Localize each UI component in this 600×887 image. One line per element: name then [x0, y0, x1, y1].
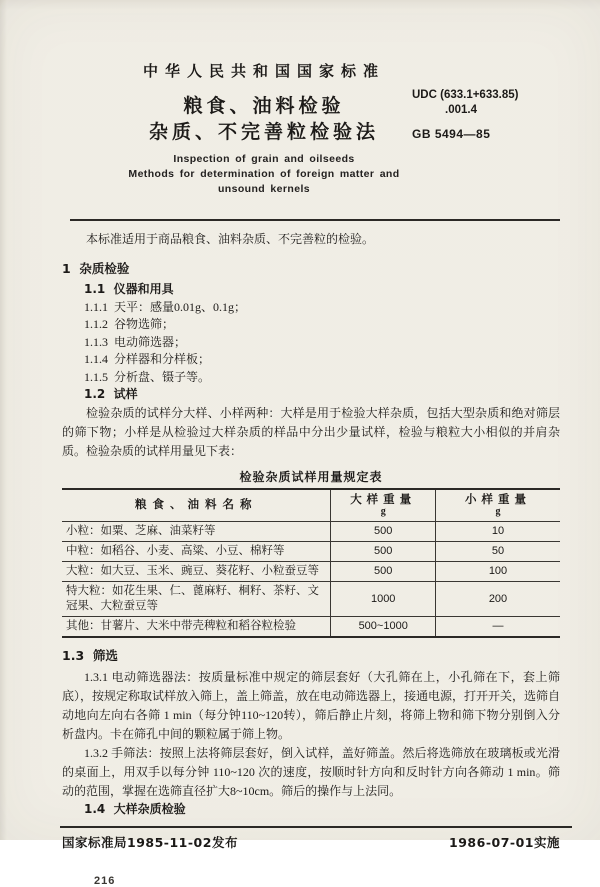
- effective-date: 1986-07-01实施: [449, 835, 560, 850]
- table-row: [62, 581, 560, 616]
- row-small-weight: 200: [435, 581, 560, 616]
- row-large-weight: 500~1000: [331, 616, 436, 637]
- section-1-3-2-paragraph: 1.3.2 手筛法：按照上法将筛层套好，倒入试样，盖好筛盖。然后将选筛放在玻璃板或光滑的桌面上，用双手以每分钟 110~120 次的速度，按顺时针方向和反时针方向各筛动 1 min。筛动的范围，掌握在选筛直径扩大8~10cm。筛后的操作与上法同。: [62, 745, 560, 798]
- table-title: 检验杂质试样用量规定表: [239, 469, 383, 484]
- row-small-weight: 50: [435, 541, 560, 561]
- row-large-weight: 500: [331, 561, 436, 581]
- standard-code: GB 5494—85: [412, 127, 491, 141]
- row-large-weight: 500: [331, 541, 436, 561]
- scope-paragraph: 本标准适用于商品粮食、油料杂质、不完善粒的检验。: [86, 232, 375, 246]
- column-header-small-unit: g: [495, 505, 501, 517]
- section-1-3-1-paragraph: 1.3.1 电动筛选器法：按质量标准中规定的筛层套好（大孔筛在上，小孔筛在下，套上筛底），按规定称取试样放入筛上，盖上筛盖，放在电动筛选器上，接通电源，打开开关，选筛自动地向左向右各筛 1 min（每分钟110~120转），筛后静止片刻，将筛上物和筛下物分别倒入分析盘内。卡在筛孔中间的颗粒属于筛上物。: [62, 669, 561, 741]
- row-small-weight: —: [435, 616, 560, 637]
- document-footer: [62, 833, 560, 851]
- table-row: [62, 616, 560, 637]
- document-header: [62, 60, 466, 197]
- column-header-large-unit: g: [380, 505, 386, 517]
- standard-title-zh: [62, 93, 466, 145]
- title-en-line2: Methods for determination of foreign matter and: [128, 168, 400, 180]
- list-item: 1.1.1 天平：感量0.01g、0.1g；: [84, 299, 247, 314]
- row-large-weight: 1000: [331, 581, 436, 616]
- header-divider: [70, 219, 560, 221]
- title-en-line3: unsound kernels: [217, 183, 310, 195]
- table-row: [62, 561, 560, 581]
- row-name: 其他：甘薯片、大米中带壳稗粒和稻谷粒检验: [66, 619, 296, 632]
- udc-line2: .001.4: [445, 104, 477, 116]
- sample-quantity-table: [62, 488, 560, 638]
- row-name: 特大粒：如花生果、仁、蓖麻籽、桐籽、茶籽、文冠果、大粒蚕豆等: [62, 581, 331, 616]
- section-1-1-heading: 1.1 仪器和用具: [84, 282, 174, 296]
- footer-divider: [60, 826, 572, 828]
- page-number: 216: [94, 875, 116, 887]
- table-row: [62, 521, 560, 541]
- list-item: 1.1.3 电动筛选器；: [84, 334, 187, 349]
- udc-line1: UDC (633.1+633.85): [412, 89, 519, 101]
- column-header-large-sample: [331, 489, 436, 522]
- column-header-small-sample: [435, 489, 560, 522]
- row-name: 小粒：如粟、芝麻、油菜籽等: [62, 521, 331, 541]
- table-header-row: [62, 489, 560, 522]
- list-item: 1.1.2 谷物选筛；: [84, 317, 175, 331]
- section-1-3-heading: 1.3 筛选: [62, 647, 118, 663]
- standard-title-en: [62, 152, 466, 197]
- section-1-2-paragraph: 检验杂质的试样分大样、小样两种：大样是用于检验大样杂质，包括大型杂质和绝对筛层的筛下物；小样是从检验过大样杂质的样品中分出少量试样，检验与粮粒大小相似的并肩杂质。检验杂质的试样用量见下表：: [62, 405, 560, 458]
- row-large-weight: 500: [331, 521, 436, 541]
- row-name: 大粒：如大豆、玉米、豌豆、葵花籽、小粒蚕豆等: [62, 561, 331, 581]
- title-en-line1: Inspection of grain and oilseeds: [173, 153, 355, 165]
- row-small-weight: 10: [435, 521, 560, 541]
- section-1-heading: 1 杂质检验: [62, 261, 130, 276]
- list-item: 1.1.5 分析盘、镊子等。: [84, 369, 211, 384]
- list-item: 1.1.4 分样器和分样板；: [84, 352, 211, 366]
- column-header-name: 粮食、油料名称: [62, 489, 331, 522]
- column-header-small-label: 小样重量: [464, 493, 531, 506]
- section-1-2-heading: 1.2 试样: [84, 387, 138, 401]
- column-header-large-label: 大样重量: [350, 493, 417, 506]
- row-name: 中粒：如稻谷、小麦、高粱、小豆、棉籽等: [62, 541, 331, 561]
- section-1-4-heading: 1.4 大样杂质检验: [84, 801, 186, 816]
- title-zh-line2: 杂质、不完善粒检验法: [148, 121, 379, 143]
- table-row: [62, 541, 560, 561]
- udc-and-code-block: [412, 88, 572, 142]
- issued-date: 国家标准局1985-11-02发布: [62, 835, 238, 850]
- row-small-weight: 100: [435, 561, 560, 581]
- title-zh-line1: 粮食、油料检验: [183, 95, 345, 117]
- standard-org-title: 中华人民共和国国家标准: [142, 62, 385, 80]
